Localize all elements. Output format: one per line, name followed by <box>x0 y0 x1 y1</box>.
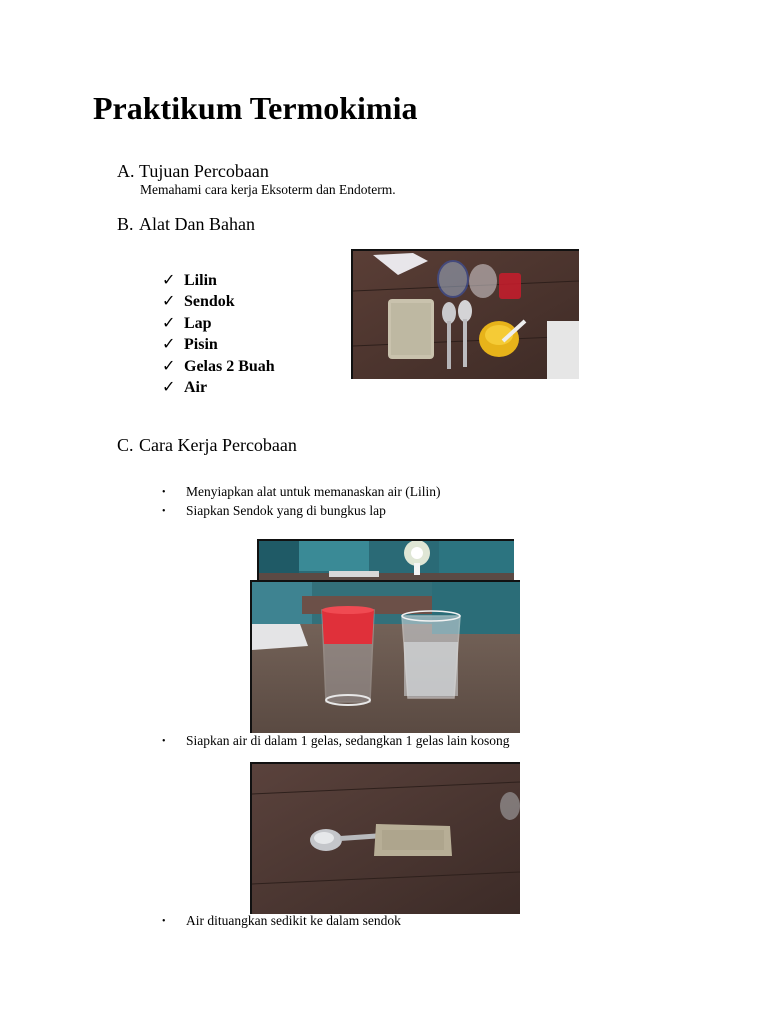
list-item-label: Air <box>184 379 208 397</box>
list-item <box>162 356 275 377</box>
bullet-icon: • <box>162 916 166 927</box>
step-text: Siapkan Sendok yang di bungkus lap <box>186 503 386 518</box>
step-text: Siapkan air di dalam 1 gelas, sedangkan 1 gelas lain kosong <box>186 733 510 748</box>
materials-photo-image <box>353 251 579 379</box>
list-item <box>162 501 386 522</box>
photo-spoon-wrapped <box>250 762 520 914</box>
list-item-label: Pisin <box>184 336 218 354</box>
glasses-photo-image <box>252 582 520 733</box>
list-item <box>162 377 275 398</box>
photo-two-glasses <box>250 580 520 733</box>
bullet-icon: • <box>162 506 166 517</box>
section-b-label: B. <box>117 214 134 234</box>
materials-list <box>162 270 275 398</box>
section-c-title: Cara Kerja Percobaan <box>139 435 297 455</box>
section-a-text: Memahami cara kerja Eksoterm dan Endoterm. <box>140 182 396 197</box>
check-icon: ✓ <box>162 357 176 375</box>
photo-materials <box>351 249 579 379</box>
photo-candle-classroom <box>257 539 514 583</box>
list-item <box>162 313 275 334</box>
list-item <box>162 270 275 291</box>
check-icon: ✓ <box>162 336 176 354</box>
list-item <box>162 482 441 503</box>
list-item-label: Gelas 2 Buah <box>184 357 275 375</box>
list-item-label: Lilin <box>184 272 217 289</box>
list-item <box>162 334 275 355</box>
check-icon: ✓ <box>162 314 176 332</box>
check-icon: ✓ <box>162 272 176 289</box>
bullet-icon: • <box>162 736 166 747</box>
classroom-photo-image <box>259 541 514 583</box>
section-b-heading <box>117 213 255 235</box>
page-title: Praktikum Termokimia <box>93 90 418 126</box>
section-c-label: C. <box>117 435 134 455</box>
section-a-label: A. <box>117 161 135 181</box>
list-item <box>162 911 401 932</box>
check-icon: ✓ <box>162 293 176 311</box>
section-a-title: Tujuan Percobaan <box>139 161 269 181</box>
list-item-label: Lap <box>184 314 212 332</box>
check-icon: ✓ <box>162 379 176 397</box>
list-item-label: Sendok <box>184 293 235 311</box>
list-item <box>162 291 275 312</box>
step-text: Air dituangkan sedikit ke dalam sendok <box>186 913 401 928</box>
section-c-heading <box>117 434 297 456</box>
step-text: Menyiapkan alat untuk memanaskan air (Lilin) <box>186 484 441 499</box>
list-item <box>162 731 510 752</box>
section-a-heading <box>117 160 269 182</box>
bullet-icon: • <box>162 487 166 498</box>
section-b-title: Alat Dan Bahan <box>139 214 255 234</box>
spoon-photo-image <box>252 764 520 914</box>
